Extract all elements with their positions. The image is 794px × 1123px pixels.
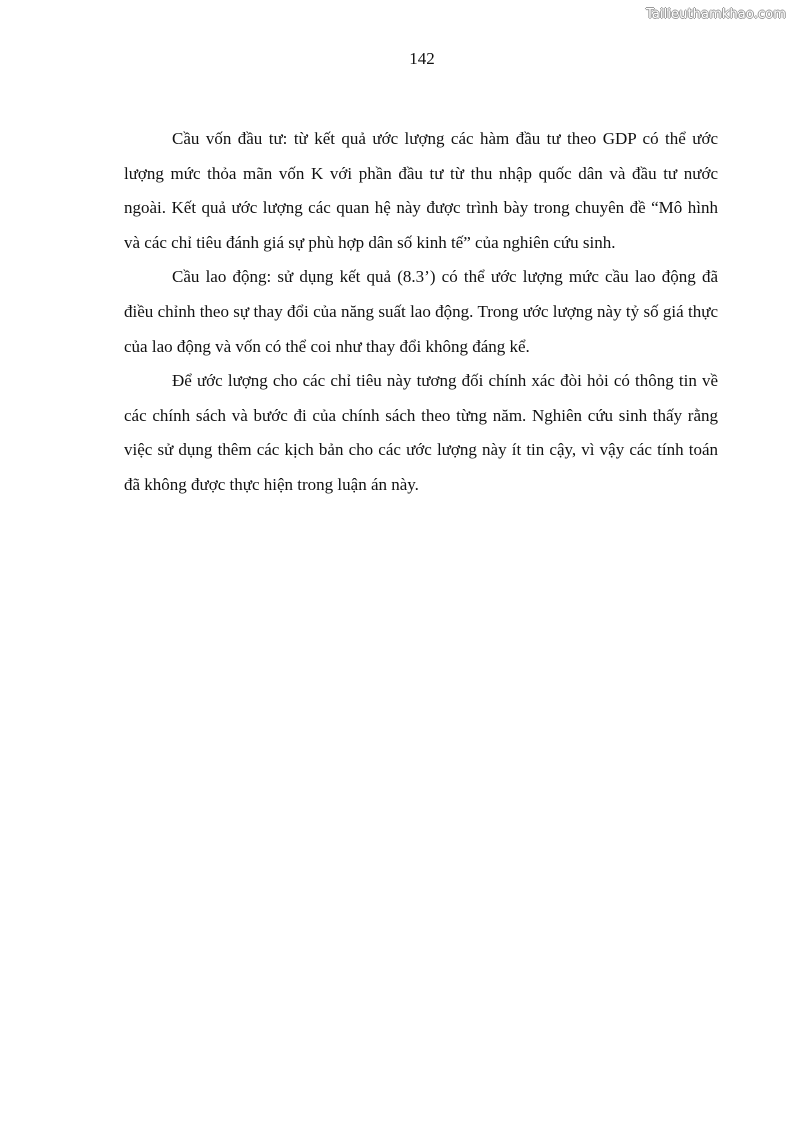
paragraph-labor-demand: Cầu lao động: sử dụng kết quả (8.3’) có thể ước lượng mức cầu lao động đã điều chỉnh theo sự thay đổi của năng suất lao động. Trong ước lượng này tỷ số giá thực của lao động và vốn có thể coi như thay đổi không đáng kể.: [124, 267, 718, 356]
paragraph-estimation-note: Để ước lượng cho các chỉ tiêu này tương đối chính xác đòi hỏi có thông tin về các chính sách và bước đi của chính sách theo từng năm. Nghiên cứu sinh thấy rằng việc sử dụng thêm các kịch bản cho các ước lượng này ít tin cậy, vì vậy các tính toán đã không được thực hiện trong luận án này.: [124, 371, 718, 494]
paragraph-capital-demand: Cầu vốn đầu tư: từ kết quả ước lượng các hàm đầu tư theo GDP có thể ước lượng mức thỏa mãn vốn K với phần đầu tư từ thu nhập quốc dân và đầu tư nước ngoài. Kết quả ước lượng các quan hệ này được trình bày trong chuyên đề “Mô hình và các chỉ tiêu đánh giá sự phù hợp dân số kinh tế” của nghiên cứu sinh.: [124, 129, 718, 252]
watermark: Tailieuthamkhao.com: [645, 7, 786, 22]
document-body: [124, 122, 718, 503]
page-number: 142: [409, 49, 435, 68]
